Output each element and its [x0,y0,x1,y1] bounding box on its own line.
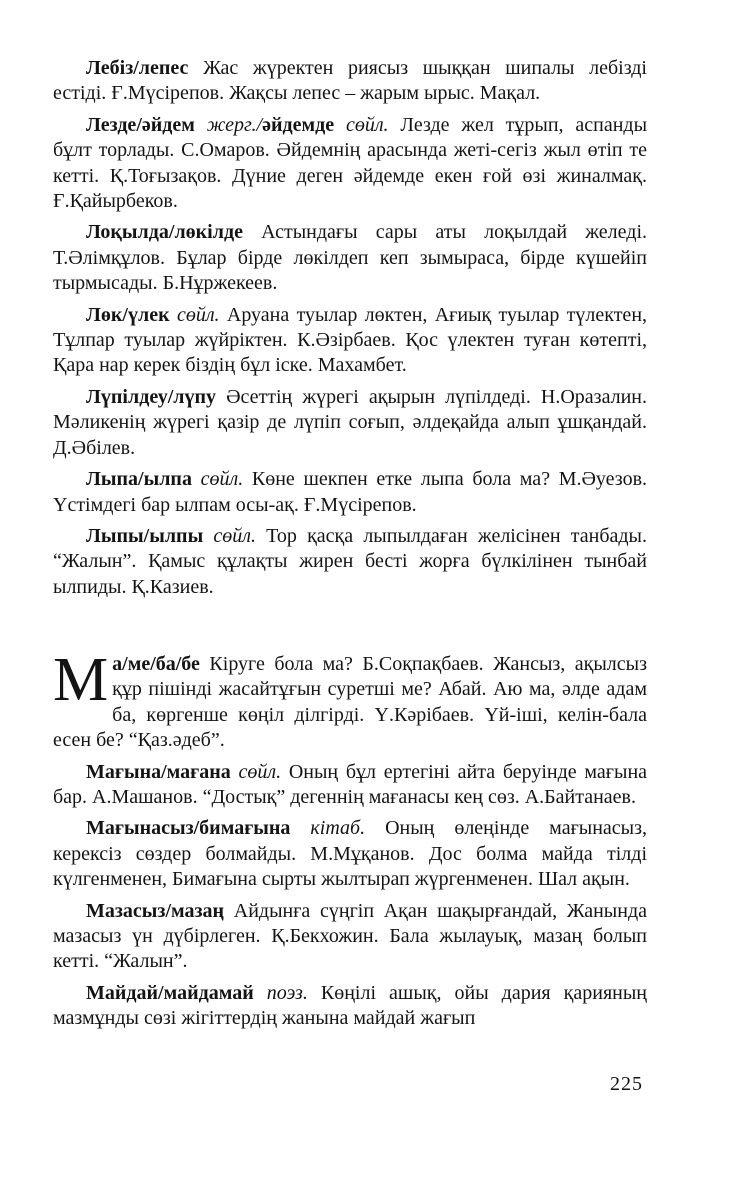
entry-label-2: сөйл. [345,113,389,136]
entry-text: Тор қасқа лыпылдаған желісінен танбады. “Жалын”. Қамыс құлақты жирен бесті жорға бүлкілінен тынбай ылпиды. Қ.Казиев. [53,524,647,598]
entry-text: Лезде жел тұрып, аспанды бұлт торлады. С.Омаров. Әйдемнің арасында жеті-сегіз жыл өтіп те кетті. Қ.Тоғызақов. Дүние деген әйдемде екен ғой өзі жиналмақ. Ғ.Қайырбеков. [53,113,648,213]
page-number: 225 [610,1073,643,1095]
entry-magyna [53,760,647,811]
entry-headword: Майдай/майдамай [86,981,254,1004]
entry-text: Астындағы сары аты лоқылдай желеді. Т.Әлімқұлов. Бұлар бірде лөкілдеп кеп зымыраса, бірде күшейіп тырмысады. Б.Нұржекеев. [53,221,648,295]
entries-block-m [53,646,648,1038]
entry-text: Көңілі ашық, ойы дария қарияның мазмұнды сөзі жігіттердің жанына майдай жағып [53,981,647,1030]
entry-label: поэз. [266,981,308,1004]
entry-lypa [53,467,647,518]
entry-lebiz [53,56,647,107]
entry-text: Оның өлеңінде мағынасыз, керексіз сөздер болмайды. М.Мұқанов. Дос болма майда тілді күлгенменен, Бимағына сырты жылтырап жүргенменен. Шал ақын. [53,817,648,891]
entries-block-l [53,56,647,606]
entry-headword: Лезде/әйдем [86,113,195,136]
entry-headword: Лыпа/ылпа [86,468,192,491]
entry-mazasyz [53,899,647,975]
entry-lok [53,303,647,379]
entry-headword: Лыпы/ылпы [86,524,204,547]
entry-lezde [53,113,647,215]
entry-lypy [53,524,647,600]
entry-label: сөйл. [238,760,282,783]
entry-headword: Лөк/үлек [86,303,170,326]
entry-headword-2: әйдемде [262,113,335,136]
entry-headword: а/ме/ба/бе [112,653,200,675]
entry-text: Жас жүректен риясыз шыққан шипалы лебізді естіді. Ғ.Мүсірепов. Жақсы лепес – жарым ырыс. Мақал. [53,57,647,105]
entry-text: Көне шекпен етке лыпа бола ма? М.Әуезов. Үстімдегі бар ылпам осы-ақ. Ғ.Мүсірепов. [53,468,648,516]
entry-label: жерг./ [206,113,263,136]
entry-label: сөйл. [200,468,244,491]
entry-label: сөйл. [213,524,256,547]
entry-headword: Мағынасыз/бимағына [86,817,291,840]
entry-loqylda [53,220,647,296]
entry-text: Аруана туылар лөктен, Ағиық туылар түлектен, Тұлпар туылар жүйріктен. К.Әзірбаев. Қос үлектен туған көтепті, Қара нар керек біздің бұл іске. Махамбет. [53,303,648,377]
entry-headword: Лүпілдеу/лүпу [86,385,216,408]
entry-lupildeu [53,385,647,461]
entry-maidai [53,981,647,1032]
entry-label: кітаб. [310,817,366,840]
entry-headword: Мағына/мағана [86,760,231,783]
entry-headword: Лебіз/лепес [86,57,189,79]
entry-text: Кіруге бола ма? Б.Соқпақбаев. Жансыз, ақылсыз құр пішінді жасайтұғын суретші ме? Абай. Аю ма, әлде адам ба, көргенше көңіл ділгірді. Ү.Кәрібаев. Үй-іші, келін-бала есен бе? “Қаз.әдеб”. [53,653,647,752]
entry-text: Айдынға сүңгіп Ақан шақырғандай, Жанында мазасыз үн дүбірлеген. Қ.Бекхожин. Бала жылауық, мазаң болып кетті. “Жалын”. [53,899,648,973]
entry-headword: Мазасыз/мазаң [86,899,225,922]
entry-magynasyz [53,816,647,892]
entry-ma [53,646,647,754]
entry-headword: Лоқылда/лөкілде [86,221,243,244]
drop-cap-letter: М [53,646,109,714]
entry-text: Оның бұл ертегіні айта беруінде мағына бар. А.Машанов. “Достық” дегеннің мағанасы кең сөз. А.Байтанаев. [53,760,648,809]
entry-text: Әсеттің жүрегі ақырын лүпілдеді. Н.Оразалин. Мәликенің жүрегі қазір де лүпіп соғып, әлдеқайда алып ұшқандай. Д.Әбілев. [53,385,648,459]
entry-label: сөйл. [176,303,220,326]
